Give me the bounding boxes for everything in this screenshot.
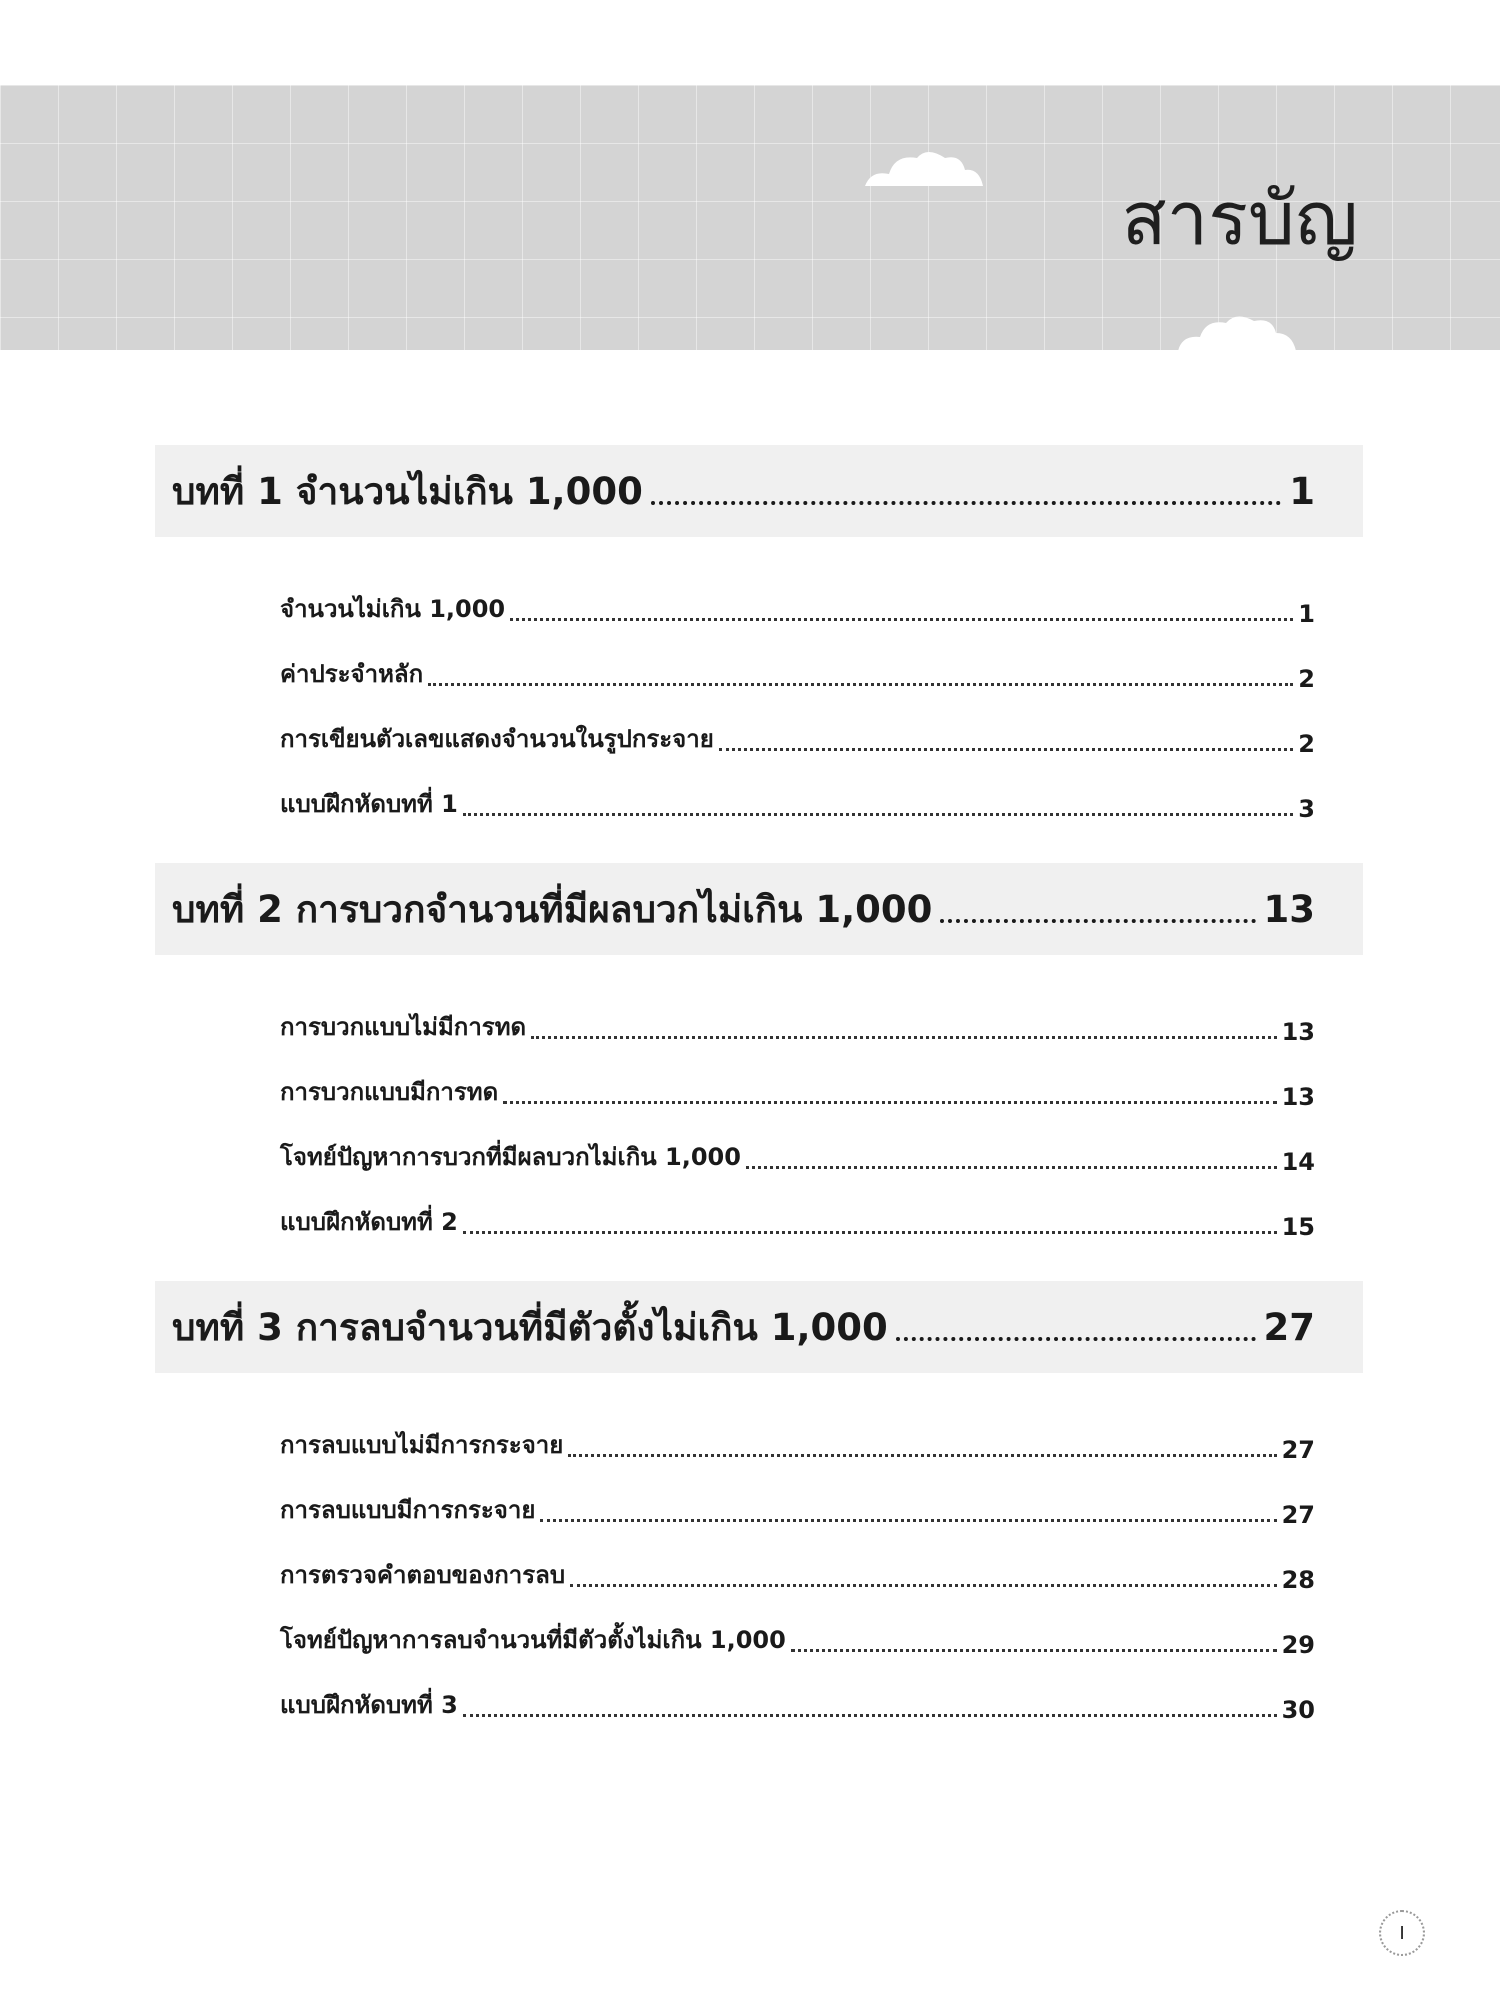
chapter-title: บทที่ 2 การบวกจำนวนที่มีผลบวกไม่เกิน 1,000 [172,887,933,931]
toc-entry[interactable] [280,981,1315,1046]
entry-list [280,1399,1315,1724]
chapter-page: 13 [1263,887,1315,931]
entry-title: การเขียนตัวเลขแสดงจำนวนในรูปกระจาย [280,725,714,753]
page-title: สารบัญ [1121,176,1358,262]
entry-page: 29 [1281,1631,1315,1659]
dot-leader [540,1519,1276,1522]
toc-entry[interactable] [280,1594,1315,1659]
entry-page: 2 [1298,730,1315,758]
dot-leader [463,1231,1277,1234]
chapter-3 [155,1281,1363,1724]
dot-leader [651,477,1281,505]
dot-leader [428,683,1293,686]
entry-title: การลบแบบมีการกระจาย [280,1496,536,1524]
entry-title: การตรวจคำตอบของการลบ [280,1561,566,1589]
dot-leader [570,1584,1277,1587]
entry-page: 13 [1281,1083,1315,1111]
page-number: I [1379,1910,1425,1956]
entry-title: โจทย์ปัญหาการบวกที่มีผลบวกไม่เกิน 1,000 [280,1143,741,1171]
dot-leader [896,1313,1256,1341]
entry-title: จำนวนไม่เกิน 1,000 [280,595,506,623]
entry-page: 14 [1281,1148,1315,1176]
dot-leader [531,1036,1277,1039]
entry-title: แบบฝึกหัดบทที่ 3 [280,1691,458,1719]
toc-entry[interactable] [280,563,1315,628]
cloud-icon [865,150,985,190]
dot-leader [791,1649,1277,1652]
chapter-title: บทที่ 1 จำนวนไม่เกิน 1,000 [172,469,643,513]
entry-list [280,563,1315,823]
entry-title: โจทย์ปัญหาการลบจำนวนที่มีตัวตั้งไม่เกิน 1,000 [280,1626,786,1654]
dot-leader [463,1714,1277,1717]
chapter-heading[interactable] [155,863,1363,955]
entry-title: การลบแบบไม่มีการกระจาย [280,1431,564,1459]
entry-title: การบวกแบบไม่มีการทด [280,1013,527,1041]
toc-entry[interactable] [280,1176,1315,1241]
toc-entry[interactable] [280,1529,1315,1594]
toc-entry[interactable] [280,1659,1315,1724]
entry-title: แบบฝึกหัดบทที่ 2 [280,1208,458,1236]
entry-page: 2 [1298,665,1315,693]
chapter-title: บทที่ 3 การลบจำนวนที่มีตัวตั้งไม่เกิน 1,000 [172,1305,888,1349]
entry-page: 27 [1281,1436,1315,1464]
chapter-page: 1 [1289,469,1315,513]
chapter-1 [155,445,1363,823]
entry-page: 3 [1298,795,1315,823]
entry-title: ค่าประจำหลัก [280,660,424,688]
toc-entry[interactable] [280,1464,1315,1529]
toc-entry[interactable] [280,693,1315,758]
dot-leader [568,1454,1276,1457]
dot-leader [503,1101,1276,1104]
chapter-heading[interactable] [155,445,1363,537]
toc-entry[interactable] [280,1111,1315,1176]
toc-entry[interactable] [280,758,1315,823]
entry-page: 1 [1298,600,1315,628]
dot-leader [746,1166,1277,1169]
entry-page: 27 [1281,1501,1315,1529]
dot-leader [463,813,1293,816]
chapter-heading[interactable] [155,1281,1363,1373]
entry-page: 13 [1281,1018,1315,1046]
entry-list [280,981,1315,1241]
dot-leader [719,748,1294,751]
toc-entry[interactable] [280,1399,1315,1464]
toc-entry[interactable] [280,628,1315,693]
entry-page: 30 [1281,1696,1315,1724]
dot-leader [940,895,1255,923]
table-of-contents [155,445,1363,1764]
chapter-page: 27 [1263,1305,1315,1349]
chapter-2 [155,863,1363,1241]
entry-title: แบบฝึกหัดบทที่ 1 [280,790,458,818]
cloud-icon [1178,315,1298,351]
entry-title: การบวกแบบมีการทด [280,1078,499,1106]
toc-entry[interactable] [280,1046,1315,1111]
entry-page: 15 [1281,1213,1315,1241]
entry-page: 28 [1281,1566,1315,1594]
dot-leader [510,618,1293,621]
